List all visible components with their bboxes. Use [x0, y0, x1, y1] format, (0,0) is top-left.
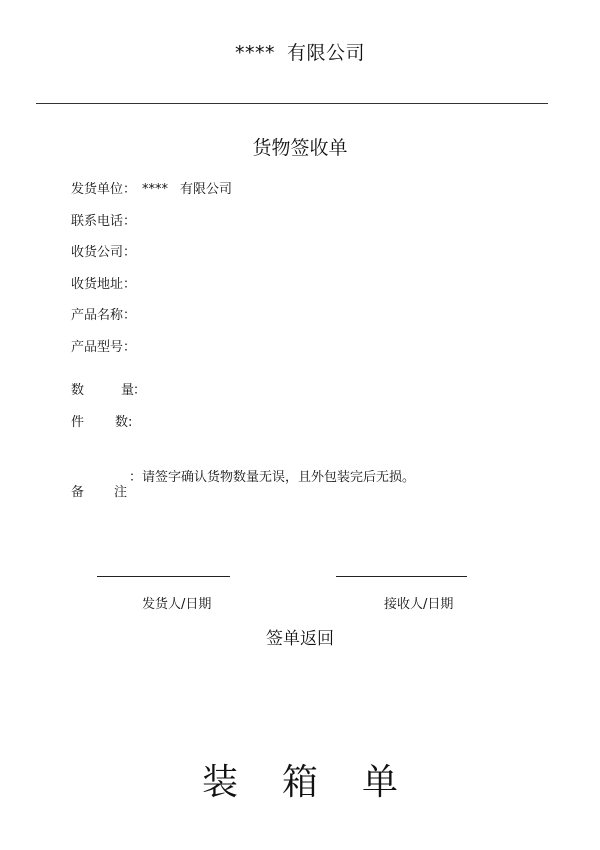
- shipper-signature-line: [97, 576, 230, 577]
- receiver-signature-caption: 接收人/日期: [384, 597, 454, 612]
- packing-list-title: 装箱单: [201, 762, 442, 803]
- product-name-label: 产品名称：: [71, 308, 137, 323]
- field-shipper: [71, 181, 551, 213]
- consignee-company-label: 收货公司：: [71, 245, 137, 260]
- company-header: [0, 38, 600, 65]
- note-row: [71, 466, 416, 500]
- quantity-label-char2: 量: [121, 383, 135, 398]
- receiver-signature-line: [336, 576, 467, 577]
- note-text: ：请签字确认货物数量无误，且外包装完后无损。: [129, 470, 416, 485]
- pieces-label-char1: 件: [71, 414, 85, 430]
- field-pieces: [71, 402, 551, 434]
- pieces-label-char2: 数: [115, 414, 129, 430]
- form-fields: [71, 181, 551, 433]
- phone-label: 联系电话：: [71, 213, 137, 229]
- shipper-label: 发货单位：: [71, 182, 137, 197]
- company-name-masked: ****: [234, 42, 275, 64]
- shipper-signature-caption: 发货人/日期: [142, 597, 212, 612]
- field-consignee-company: [71, 244, 551, 276]
- header-divider: [36, 103, 548, 104]
- document-title: 货物签收单: [252, 137, 348, 159]
- product-model-label: 产品型号：: [71, 339, 137, 355]
- quantity-label-char1: 数: [71, 383, 85, 398]
- company-name-suffix: 有限公司: [286, 42, 365, 64]
- field-product-model: [71, 339, 551, 371]
- pieces-label-colon: :: [128, 414, 133, 430]
- consignee-address-label: 收货地址：: [71, 276, 137, 292]
- return-receipt-text: 签单返回: [266, 629, 334, 649]
- shipper-name-masked: ****: [142, 182, 169, 197]
- field-phone: [71, 213, 551, 245]
- field-product-name: [71, 307, 551, 339]
- shipper-value: [142, 181, 232, 199]
- note-label-char2: 注: [114, 485, 128, 500]
- quantity-label-colon: ：: [133, 383, 147, 398]
- field-quantity: [71, 370, 551, 402]
- note-label-char1: 备: [71, 485, 85, 500]
- shipper-name-suffix: 有限公司: [180, 182, 233, 197]
- field-consignee-address: [71, 276, 551, 308]
